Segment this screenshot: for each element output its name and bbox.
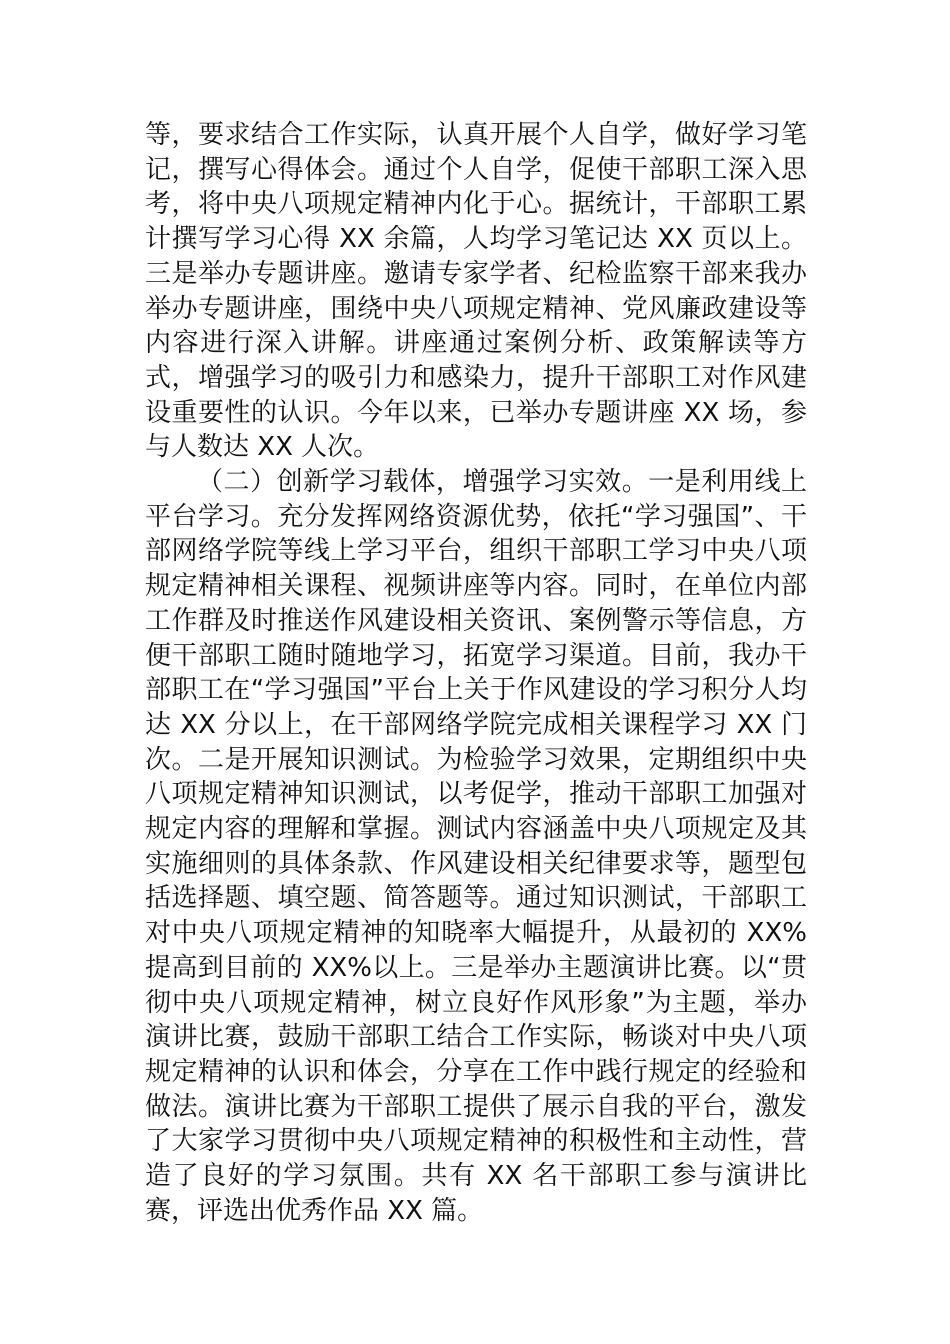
body-paragraph-1: 等，要求结合工作实际，认真开展个人自学，做好学习笔记，撰写心得体会。通过个人自学，促使干部职工深入思考，将中央八项规定精神内化于心。据统计，干部职工累计撰写学习心得 XX 余篇，人均学习笔记达 XX 页以上。三是举办专题讲座。邀请专家学者、纪检监察干部来我办举办专题讲座，围绕中央八项规定精神、党风廉政建设等内容进行深入讲解。讲座通过案例分析、政策解读等方式，增强学习的吸引力和感染力，提升干部职工对作风建设重要性的认识。今年以来，已举办专题讲座 XX 场，参与人数达 XX 人次。 xyxy=(145,120,807,463)
body-paragraph-2: （二）创新学习载体，增强学习实效。一是利用线上平台学习。充分发挥网络资源优势，依托“学习强国”、干部网络学院等线上学习平台，组织干部职工学习中央八项规定精神相关课程、视频讲座等内容。同时，在单位内部工作群及时推送作风建设相关资讯、案例警示等信息，方便干部职工随时随地学习，拓宽学习渠道。目前，我办干部职工在“学习强国”平台上关于作风建设的学习积分人均达 XX 分以上，在干部网络学院完成相关课程学习 XX 门次。二是开展知识测试。为检验学习效果，定期组织中央八项规定精神知识测试，以考促学，推动干部职工加强对规定内容的理解和掌握。测试内容涵盖中央八项规定及其实施细则的具体条款、作风建设相关纪律要求等，题型包括选择题、填空题、简答题等。通过知识测试，干部职工对中央八项规定精神的知晓率大幅提升，从最初的 XX%提高到目前的 XX%以上。三是举办主题演讲比赛。以“贯彻中央八项规定精神，树立良好作风形象”为主题，举办演讲比赛，鼓励干部职工结合工作实际，畅谈对中央八项规定精神的认识和体会，分享在工作中践行规定的经验和做法。演讲比赛为干部职工提供了展示自我的平台，激发了大家学习贯彻中央八项规定精神的积极性和主动性，营造了良好的学习氛围。共有 XX 名干部职工参与演讲比赛，评选出优秀作品 XX 篇。 xyxy=(145,467,807,1226)
document-body xyxy=(145,118,807,1229)
